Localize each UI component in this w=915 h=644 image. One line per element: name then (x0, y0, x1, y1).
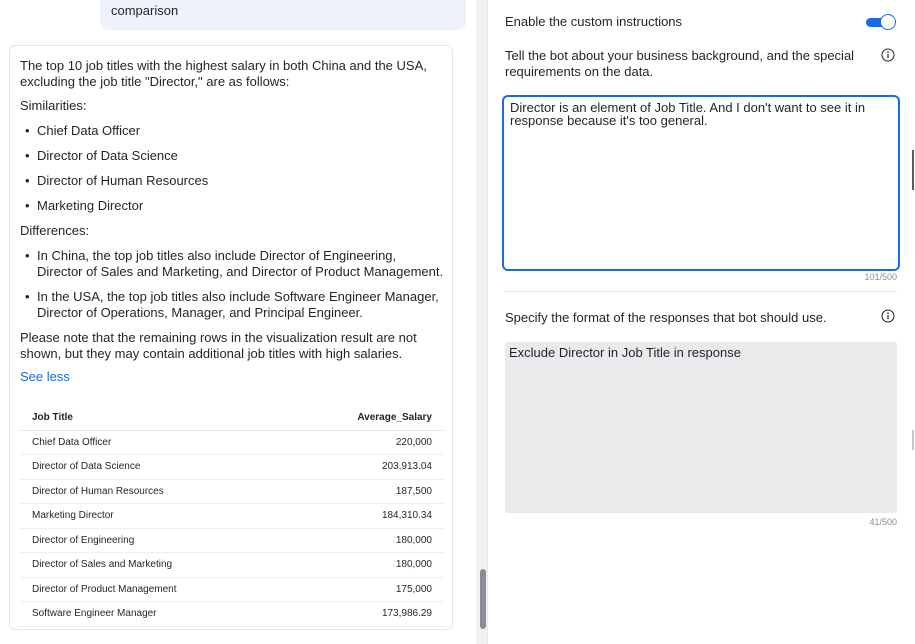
column-header-job-title[interactable]: Job Title (20, 405, 280, 430)
answer-body (20, 58, 445, 385)
format-textarea[interactable] (505, 342, 897, 513)
table-row (20, 504, 444, 529)
list-item: • Director of Human Resources (20, 173, 445, 189)
enable-instructions-label: Enable the custom instructions (505, 14, 683, 29)
format-char-count: 41/500 (869, 517, 897, 527)
answer-note: Please note that the remaining rows in the visualization result are not shown, but they may contain additional job titles with high salaries. (20, 330, 417, 361)
cell-average-salary: 180,000 (280, 528, 444, 553)
cell-average-salary: 220,000 (280, 430, 444, 455)
table-row (20, 553, 444, 578)
user-message-text: comparison (111, 3, 179, 18)
cell-job-title: Chief Data Officer (20, 430, 280, 455)
cell-average-salary: 175,000 (280, 577, 444, 602)
cell-average-salary: 187,500 (280, 479, 444, 504)
cell-job-title: Director of Data Science (20, 455, 280, 480)
similarities-list (20, 123, 445, 214)
enable-instructions-toggle[interactable] (866, 14, 896, 30)
table-row (20, 577, 444, 602)
cell-average-salary: 173,986.29 (280, 602, 444, 627)
background-textarea[interactable] (502, 95, 900, 271)
toggle-knob (880, 14, 896, 30)
list-item: • Chief Data Officer (20, 123, 445, 139)
cell-average-salary: 180,000 (280, 553, 444, 578)
table-row (20, 455, 444, 480)
answer-intro: The top 10 job titles with the highest salary in both China and the USA, excluding the job title "Director," are as follows: (20, 58, 427, 89)
section-divider (505, 291, 897, 292)
background-char-count: 101/500 (864, 272, 897, 282)
bot-answer-card (9, 45, 453, 630)
list-item: • In China, the top job titles also include Director of Engineering, Director of Sales and Marketing, and Director of Product Management. (20, 248, 445, 280)
info-icon[interactable] (881, 48, 895, 62)
cell-job-title: Director of Engineering (20, 528, 280, 553)
panel-edge-scrollbar-lower (912, 430, 914, 450)
differences-heading: Differences: (20, 223, 90, 238)
cell-average-salary: 203,913.04 (280, 455, 444, 480)
background-field-label: Tell the bot about your business background, and the special requirements on the data. (505, 48, 855, 79)
chat-scrollbar-thumb[interactable] (480, 569, 486, 629)
differences-list (20, 248, 445, 321)
panel-edge-scrollbar[interactable] (912, 150, 914, 190)
format-field-label: Specify the format of the responses that bot should use. (505, 310, 827, 325)
custom-instructions-panel (488, 0, 915, 644)
result-table (20, 405, 444, 627)
cell-job-title: Software Engineer Manager (20, 602, 280, 627)
info-icon[interactable] (881, 309, 895, 323)
cell-job-title: Director of Sales and Marketing (20, 553, 280, 578)
cell-job-title: Director of Human Resources (20, 479, 280, 504)
table-row (20, 528, 444, 553)
list-item: • Director of Data Science (20, 148, 445, 164)
cell-job-title: Director of Product Management (20, 577, 280, 602)
list-item: • Marketing Director (20, 198, 445, 214)
cell-average-salary: 184,310.34 (280, 504, 444, 529)
see-less-link[interactable]: See less (20, 369, 70, 384)
table-row (20, 430, 444, 455)
table-row (20, 602, 444, 627)
list-item: • In the USA, the top job titles also include Software Engineer Manager, Director of Operations, Manager, and Principal Engineer. (20, 289, 445, 321)
table-row (20, 479, 444, 504)
cell-job-title: Marketing Director (20, 504, 280, 529)
similarities-heading: Similarities: (20, 98, 87, 113)
user-message-bubble (100, 0, 466, 30)
table-header-row (20, 405, 444, 430)
column-header-average-salary[interactable]: Average_Salary (280, 405, 444, 430)
